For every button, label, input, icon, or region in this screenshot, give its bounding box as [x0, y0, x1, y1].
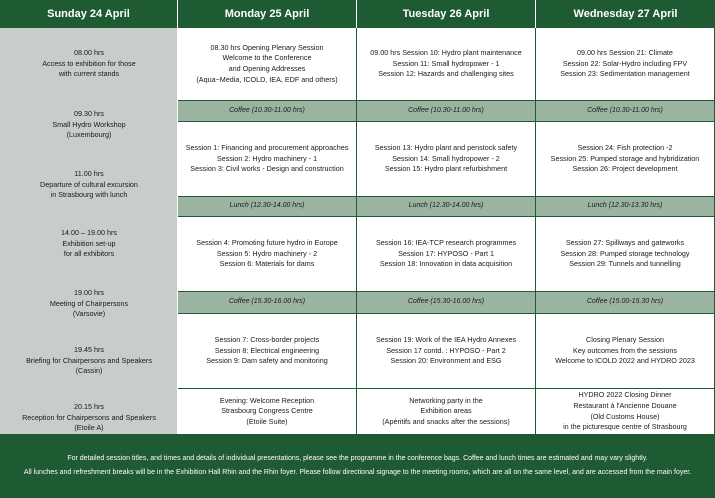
wednesday-closing-plenary [536, 314, 715, 389]
session-line: Evening: Welcome Reception [219, 395, 315, 405]
sunday-item-chairpersons-meeting [0, 288, 178, 320]
session-line: 08.30 hrs Opening Plenary Session [210, 42, 324, 52]
tuesday-sessions-13-15 [357, 122, 536, 197]
session-line: Session 28: Pumped storage technology [560, 248, 690, 258]
session-line: Session 15: Hydro plant refurbishment [384, 164, 508, 174]
sunday-time: 19.00 hrs [74, 288, 104, 297]
session-line: Session 11: Small hydropower - 1 [392, 58, 500, 68]
sunday-item-exhibition-access [0, 48, 178, 80]
sunday-item-exhibition-setup [0, 228, 178, 260]
day-header-row [0, 0, 715, 28]
tuesday-sessions-10-12 [357, 28, 536, 101]
session-line: Session 2: Hydro machinery - 1 [216, 153, 318, 163]
session-line: Key outcomes from the sessions [573, 345, 677, 355]
sunday-text: (Cassin) [75, 366, 103, 376]
session-line: Session 22: Solar-Hydro including FPV [562, 58, 688, 68]
sunday-text: Access to exhibition for those [42, 58, 136, 68]
session-line: Session 16: IEA-TCP research programmes [375, 238, 517, 248]
session-line: Session 17: HYPOSO - Part 1 [398, 248, 494, 258]
session-line: Session 29: Tunnels and tunnelling [569, 259, 681, 269]
session-line: Networking party in the [409, 395, 483, 405]
monday-opening-session [178, 28, 357, 101]
sunday-text: Exhibition set-up [62, 238, 116, 248]
wednesday-sessions-27-29 [536, 217, 715, 292]
sunday-text: (Varsovie) [72, 309, 106, 319]
session-line: Session 25: Pumped storage and hybridization [550, 153, 700, 163]
footer-note-programme: For detailed session titles, and times and details of individual presentations, please see the programme in the conference bags. Coffee and lunch times are estimated and may vary slightly. [67, 455, 648, 462]
session-line: Session 19: Work of the IEA Hydro Annexes [375, 335, 517, 345]
monday-sessions-4-6 [178, 217, 357, 292]
session-line: 09.00 hrs Session 10: Hydro plant maintenance [370, 48, 522, 58]
sunday-text: Meeting of Chairpersons [49, 298, 129, 308]
sunday-text: Reception for Chairpersons and Speakers [22, 412, 156, 422]
sunday-item-cultural-excursion [0, 169, 178, 201]
header-monday: Monday 25 April [178, 0, 357, 28]
sunday-time: 09.30 hrs [74, 109, 104, 118]
wednesday-column [536, 28, 715, 434]
header-sunday: Sunday 24 April [0, 0, 178, 28]
session-line: Session 20: Environment and ESG [390, 356, 502, 366]
sunday-time: 19.45 hrs [74, 345, 104, 354]
session-line: Session 14: Small hydropower - 2 [392, 153, 500, 163]
session-line: Session 7: Cross-border projects [214, 335, 320, 345]
sunday-time: 14.00 – 19.00 hrs [61, 228, 117, 237]
session-line: in the picturesque centre of Strasbourg [563, 422, 687, 432]
footer-notes [0, 434, 715, 498]
session-line: Closing Plenary Session [586, 335, 664, 345]
wednesday-closing-dinner [536, 389, 715, 434]
wednesday-coffee-break-afternoon: Coffee (15.00-15.30 hrs) [536, 292, 715, 314]
sunday-item-speakers-reception [0, 402, 178, 434]
monday-lunch-break: Lunch (12.30-14.00 hrs) [178, 197, 357, 217]
sunday-time: 20.15 hrs [74, 402, 104, 411]
session-line: Session 18: Innovation in data acquisition [379, 259, 513, 269]
sunday-column [0, 28, 178, 434]
session-line: (Aqua~Media, ICOLD, IEA, EDF and others) [196, 74, 338, 84]
tuesday-coffee-break-afternoon: Coffee (15.30-16.00 hrs) [357, 292, 536, 314]
sunday-text: with current stands [58, 69, 120, 79]
session-line: (Apéritifs and snacks after the sessions) [382, 416, 510, 426]
footer-note-lunches: All lunches and refreshment breaks will be in the Exhibition Hall Rhin and the Rhin foyer. Please follow directional signage to the meeting rooms, which are all on the same level, and are accessed from the main foyer. [23, 469, 692, 476]
header-tuesday: Tuesday 26 April [357, 0, 536, 28]
session-line: Session 26: Project development [572, 164, 678, 174]
session-line: Session 23: Sedimentation management [560, 69, 690, 79]
session-line: Session 1: Financing and procurement approaches [185, 143, 349, 153]
session-line: Strasbourg Congress Centre [221, 406, 313, 416]
session-line: Restaurant à l'Ancienne Douane [573, 400, 677, 410]
header-wednesday: Wednesday 27 April [573, 8, 678, 20]
sunday-item-small-hydro-workshop [0, 109, 178, 141]
session-line: Session 5: Hydro machinery - 2 [216, 248, 318, 258]
sunday-time: 11.00 hrs [74, 169, 104, 178]
session-line: Welcome to the Conference [222, 53, 312, 63]
session-line: (Old Customs House) [590, 411, 660, 421]
session-line: HYDRO 2022 Closing Dinner [578, 390, 672, 400]
tuesday-networking-party [357, 389, 536, 434]
session-line: Session 8: Electrical engineering [214, 345, 320, 355]
monday-evening-reception [178, 389, 357, 434]
session-line: Session 24: Fish protection -2 [577, 143, 673, 153]
session-line: Session 3: Civil works - Design and construction [190, 164, 344, 174]
monday-sessions-7-9 [178, 314, 357, 389]
tuesday-sessions-19-20 [357, 314, 536, 389]
session-line: Welcome to ICOLD 2022 and HYDRO 2023 [555, 356, 695, 366]
tuesday-lunch-break: Lunch (12.30-14.00 hrs) [357, 197, 536, 217]
session-line: Exhibition areas [420, 406, 472, 416]
monday-sessions-1-3 [178, 122, 357, 197]
session-line: Session 27: Spillways and gateworks [565, 238, 685, 248]
session-line: Session 4: Promoting future hydro in Europe [196, 238, 338, 248]
sunday-text: (Etoile A) [74, 423, 104, 433]
session-line: Session 13: Hydro plant and penstock safety [374, 143, 518, 153]
tuesday-coffee-break-morning: Coffee (10.30-11.00 hrs) [357, 101, 536, 122]
session-line: and Opening Addresses [228, 64, 306, 73]
sunday-text: in Strasbourg with lunch [50, 190, 128, 200]
session-line: (Etoile Suite) [246, 416, 288, 426]
session-line: Session 6: Materials for dams [219, 259, 315, 269]
session-line: 09.00 hrs Session 21: Climate [577, 48, 673, 58]
wednesday-sessions-21-23 [536, 28, 715, 101]
session-line: Session 17 contd. : HYPOSO - Part 2 [386, 345, 506, 355]
sunday-text: Departure of cultural excursion [40, 179, 138, 189]
wednesday-sessions-24-26 [536, 122, 715, 197]
monday-column [178, 28, 357, 434]
sunday-text: for all exhibitors [63, 249, 115, 259]
tuesday-sessions-16-18 [357, 217, 536, 292]
sunday-text: Small Hydro Workshop [52, 119, 126, 129]
session-line: Session 12: Hazards and challenging sites [378, 69, 514, 79]
sunday-time: 08.00 hrs [74, 48, 104, 57]
sunday-text: (Luxembourg) [66, 130, 112, 140]
tuesday-column [357, 28, 536, 434]
monday-coffee-break-afternoon: Coffee (15.30-16.00 hrs) [178, 292, 357, 314]
wednesday-coffee-break-morning: Coffee (10.30-11.00 hrs) [536, 101, 715, 122]
monday-coffee-break-morning: Coffee (10.30-11.00 hrs) [178, 101, 357, 122]
wednesday-lunch-break: Lunch (12.30-13.30 hrs) [536, 197, 715, 217]
session-line: Session 9: Dam safety and monitoring [206, 356, 328, 366]
sunday-text: Briefing for Chairpersons and Speakers [26, 355, 152, 365]
sunday-item-speakers-briefing [0, 345, 178, 377]
